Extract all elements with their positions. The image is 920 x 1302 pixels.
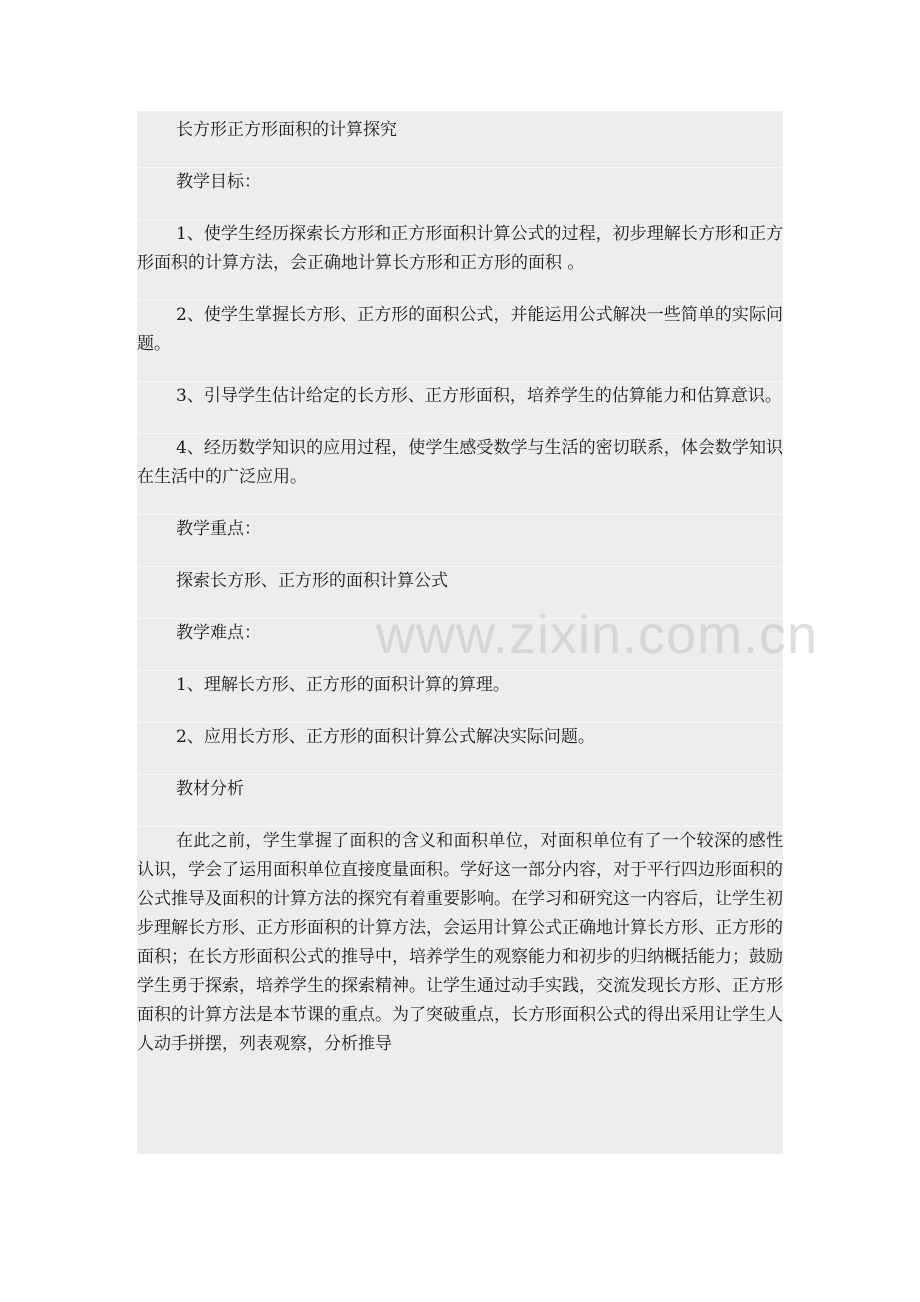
- goal-item-1: 1、使学生经历探索长方形和正方形面积计算公式的过程，初步理解长方形和正方形面积的计算方法，会正确地计算长方形和正方形的面积 。: [137, 219, 783, 278]
- key-point-text: 探索长方形、正方形的面积计算公式: [137, 566, 783, 596]
- watermark: www.zixin.com.cn: [376, 605, 819, 665]
- goal-item-4: 4、经历数学知识的应用过程，使学生感受数学与生活的密切联系，体会数学知识在生活中的广泛应用。: [137, 433, 783, 492]
- goal-item-2: 2、使学生掌握长方形、正方形的面积公式，并能运用公式解决一些简单的实际问题。: [137, 300, 783, 359]
- document-title: 长方形正方形面积的计算探究: [176, 120, 397, 140]
- difficulty-heading: 教学难点：: [137, 618, 783, 648]
- difficulty-item-2: 2、应用长方形、正方形的面积计算公式解决实际问题。: [137, 722, 783, 752]
- goals-heading: 教学目标：: [137, 167, 783, 197]
- key-point-heading: 教学重点：: [137, 514, 783, 544]
- difficulty-item-1: 1、理解长方形、正方形的面积计算的算理。: [137, 670, 783, 700]
- analysis-heading: 教材分析: [137, 774, 783, 804]
- analysis-body: 在此之前，学生掌握了面积的含义和面积单位，对面积单位有了一个较深的感性认识，学会了运用面积单位直接度量面积。学好这一部分内容，对于平行四边形面积的公式推导及面积的计算方法的探究有着重要影响。在学习和研究这一内容后，让学生初步理解长方形、正方形面积的计算方法，会运用计算公式正确地计算长方形、正方形的面积；在长方形面积公式的推导中，培养学生的观察能力和初步的归纳概括能力；鼓励学生勇于探索，培养学生的探索精神。让学生通过动手实践，交流发现长方形、正方形面积的计算方法是本节课的重点。为了突破重点，长方形面积公式的得出采用让学生人人动手拼摆，列表观察，分析推导: [137, 826, 783, 1059]
- document-page: [137, 111, 783, 1154]
- goal-item-3: 3、引导学生估计给定的长方形、正方形面积，培养学生的估算能力和估算意识。: [137, 381, 783, 411]
